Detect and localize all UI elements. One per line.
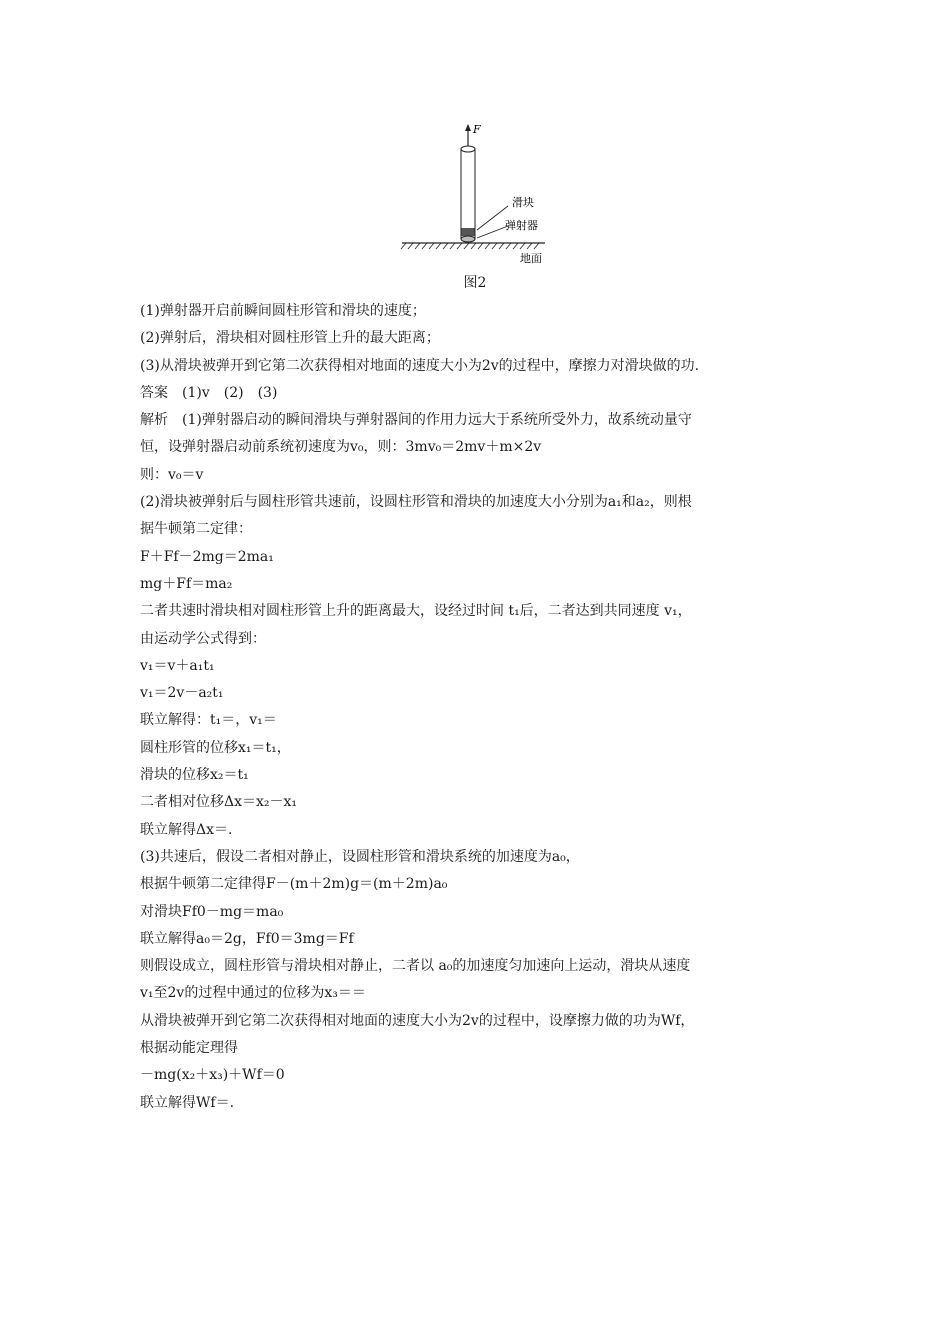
solution-text: (1)弹射器启动的瞬间滑块与弹射器间的作用力远大于系统所受外力，故系统动量守 — [182, 412, 692, 429]
question-2: (2)弹射后，滑块相对圆柱形管上升的最大距离； — [140, 330, 440, 347]
answer-line — [140, 380, 820, 407]
solution-line: 据牛顿第二定律： — [140, 521, 252, 538]
solution-line: 则假设成立，圆柱形管与滑块相对静止，二者以 a₀的加速度匀加速向上运动，滑块从速度 — [140, 958, 691, 975]
solution-line: 从滑块被弹开到它第二次获得相对地面的速度大小为2v的过程中，设摩擦力做的功为Wf， — [140, 1012, 695, 1029]
solution-line: 联立解得Δx＝. — [140, 821, 233, 838]
ejector-leader — [477, 226, 508, 238]
solution-line: v₁＝v＋a₁t₁ — [140, 657, 215, 674]
ejector — [461, 236, 475, 242]
slider-label: 滑块 — [512, 196, 534, 209]
solution-line: F＋Ff－2mg＝2ma₁ — [140, 548, 274, 565]
solution-line: 联立解得：t₁＝，v₁＝ — [140, 712, 277, 729]
solution-line: 联立解得a₀＝2g，Ff0＝3mg＝Ff — [140, 930, 354, 947]
document-body — [140, 298, 820, 1117]
slider-block — [462, 228, 475, 236]
tube-diagram — [380, 118, 580, 268]
solution-line: v₁至2v的过程中通过的位移为x₃＝＝ — [140, 985, 366, 1002]
solution-line: 根据动能定理得 — [140, 1040, 238, 1057]
ejector-label: 弹射器 — [505, 219, 538, 232]
tube-top — [461, 146, 475, 152]
solution-line: 圆柱形管的位移x₁＝t₁， — [140, 739, 291, 756]
solution-line: 则：v₀＝v — [140, 466, 204, 483]
question-3: (3)从滑块被弹开到它第二次获得相对地面的速度大小为2v的过程中，摩擦力对滑块做的功. — [140, 357, 700, 374]
solution-label: 解析 — [140, 412, 168, 429]
solution-line: 对滑块Ff0－mg＝ma₀ — [140, 903, 284, 920]
figure-2 — [380, 118, 580, 268]
answer-label: 答案 — [140, 384, 168, 401]
slider-leader — [477, 206, 508, 230]
solution-line — [140, 407, 820, 434]
ground-label: 地面 — [520, 252, 542, 265]
solution-line: v₁＝2v－a₂t₁ — [140, 685, 224, 702]
answer-text: (1)v (2) (3) — [182, 384, 278, 401]
question-1: (1)弹射器开启前瞬间圆柱形管和滑块的速度； — [140, 303, 426, 319]
solution-line: (3)共速后，假设二者相对静止，设圆柱形管和滑块系统的加速度为a₀， — [140, 848, 580, 865]
solution-line: 滑块的位移x₂＝t₁ — [140, 767, 249, 784]
solution-line: (2)滑块被弹射后与圆柱形管共速前，设圆柱形管和滑块的加速度大小分别为a₁和a₂，则根 — [140, 494, 692, 511]
solution-line: mg＋Ff＝ma₂ — [140, 575, 233, 592]
solution-line: 由运动学公式得到： — [140, 630, 266, 647]
figure-caption: 图2 — [463, 275, 487, 291]
solution-line: －mg(x₂＋x₃)＋Wf＝0 — [140, 1067, 285, 1084]
force-label: F — [473, 123, 481, 136]
ground-hatching — [401, 243, 539, 249]
solution-line: 二者相对位移Δx＝x₂－x₁ — [140, 794, 298, 811]
solution-line: 联立解得Wf＝. — [140, 1094, 235, 1111]
solution-line: 二者共速时滑块相对圆柱形管上升的距离最大，设经过时间 t₁后，二者达到共同速度 v₁， — [140, 603, 692, 620]
solution-line: 恒，设弹射器启动前系统初速度为v₀，则：3mv₀＝2mv＋m×2v — [140, 439, 542, 456]
solution-line: 根据牛顿第二定律得F－(m＋2m)g＝(m＋2m)a₀ — [140, 876, 448, 893]
force-arrowhead — [465, 124, 471, 131]
